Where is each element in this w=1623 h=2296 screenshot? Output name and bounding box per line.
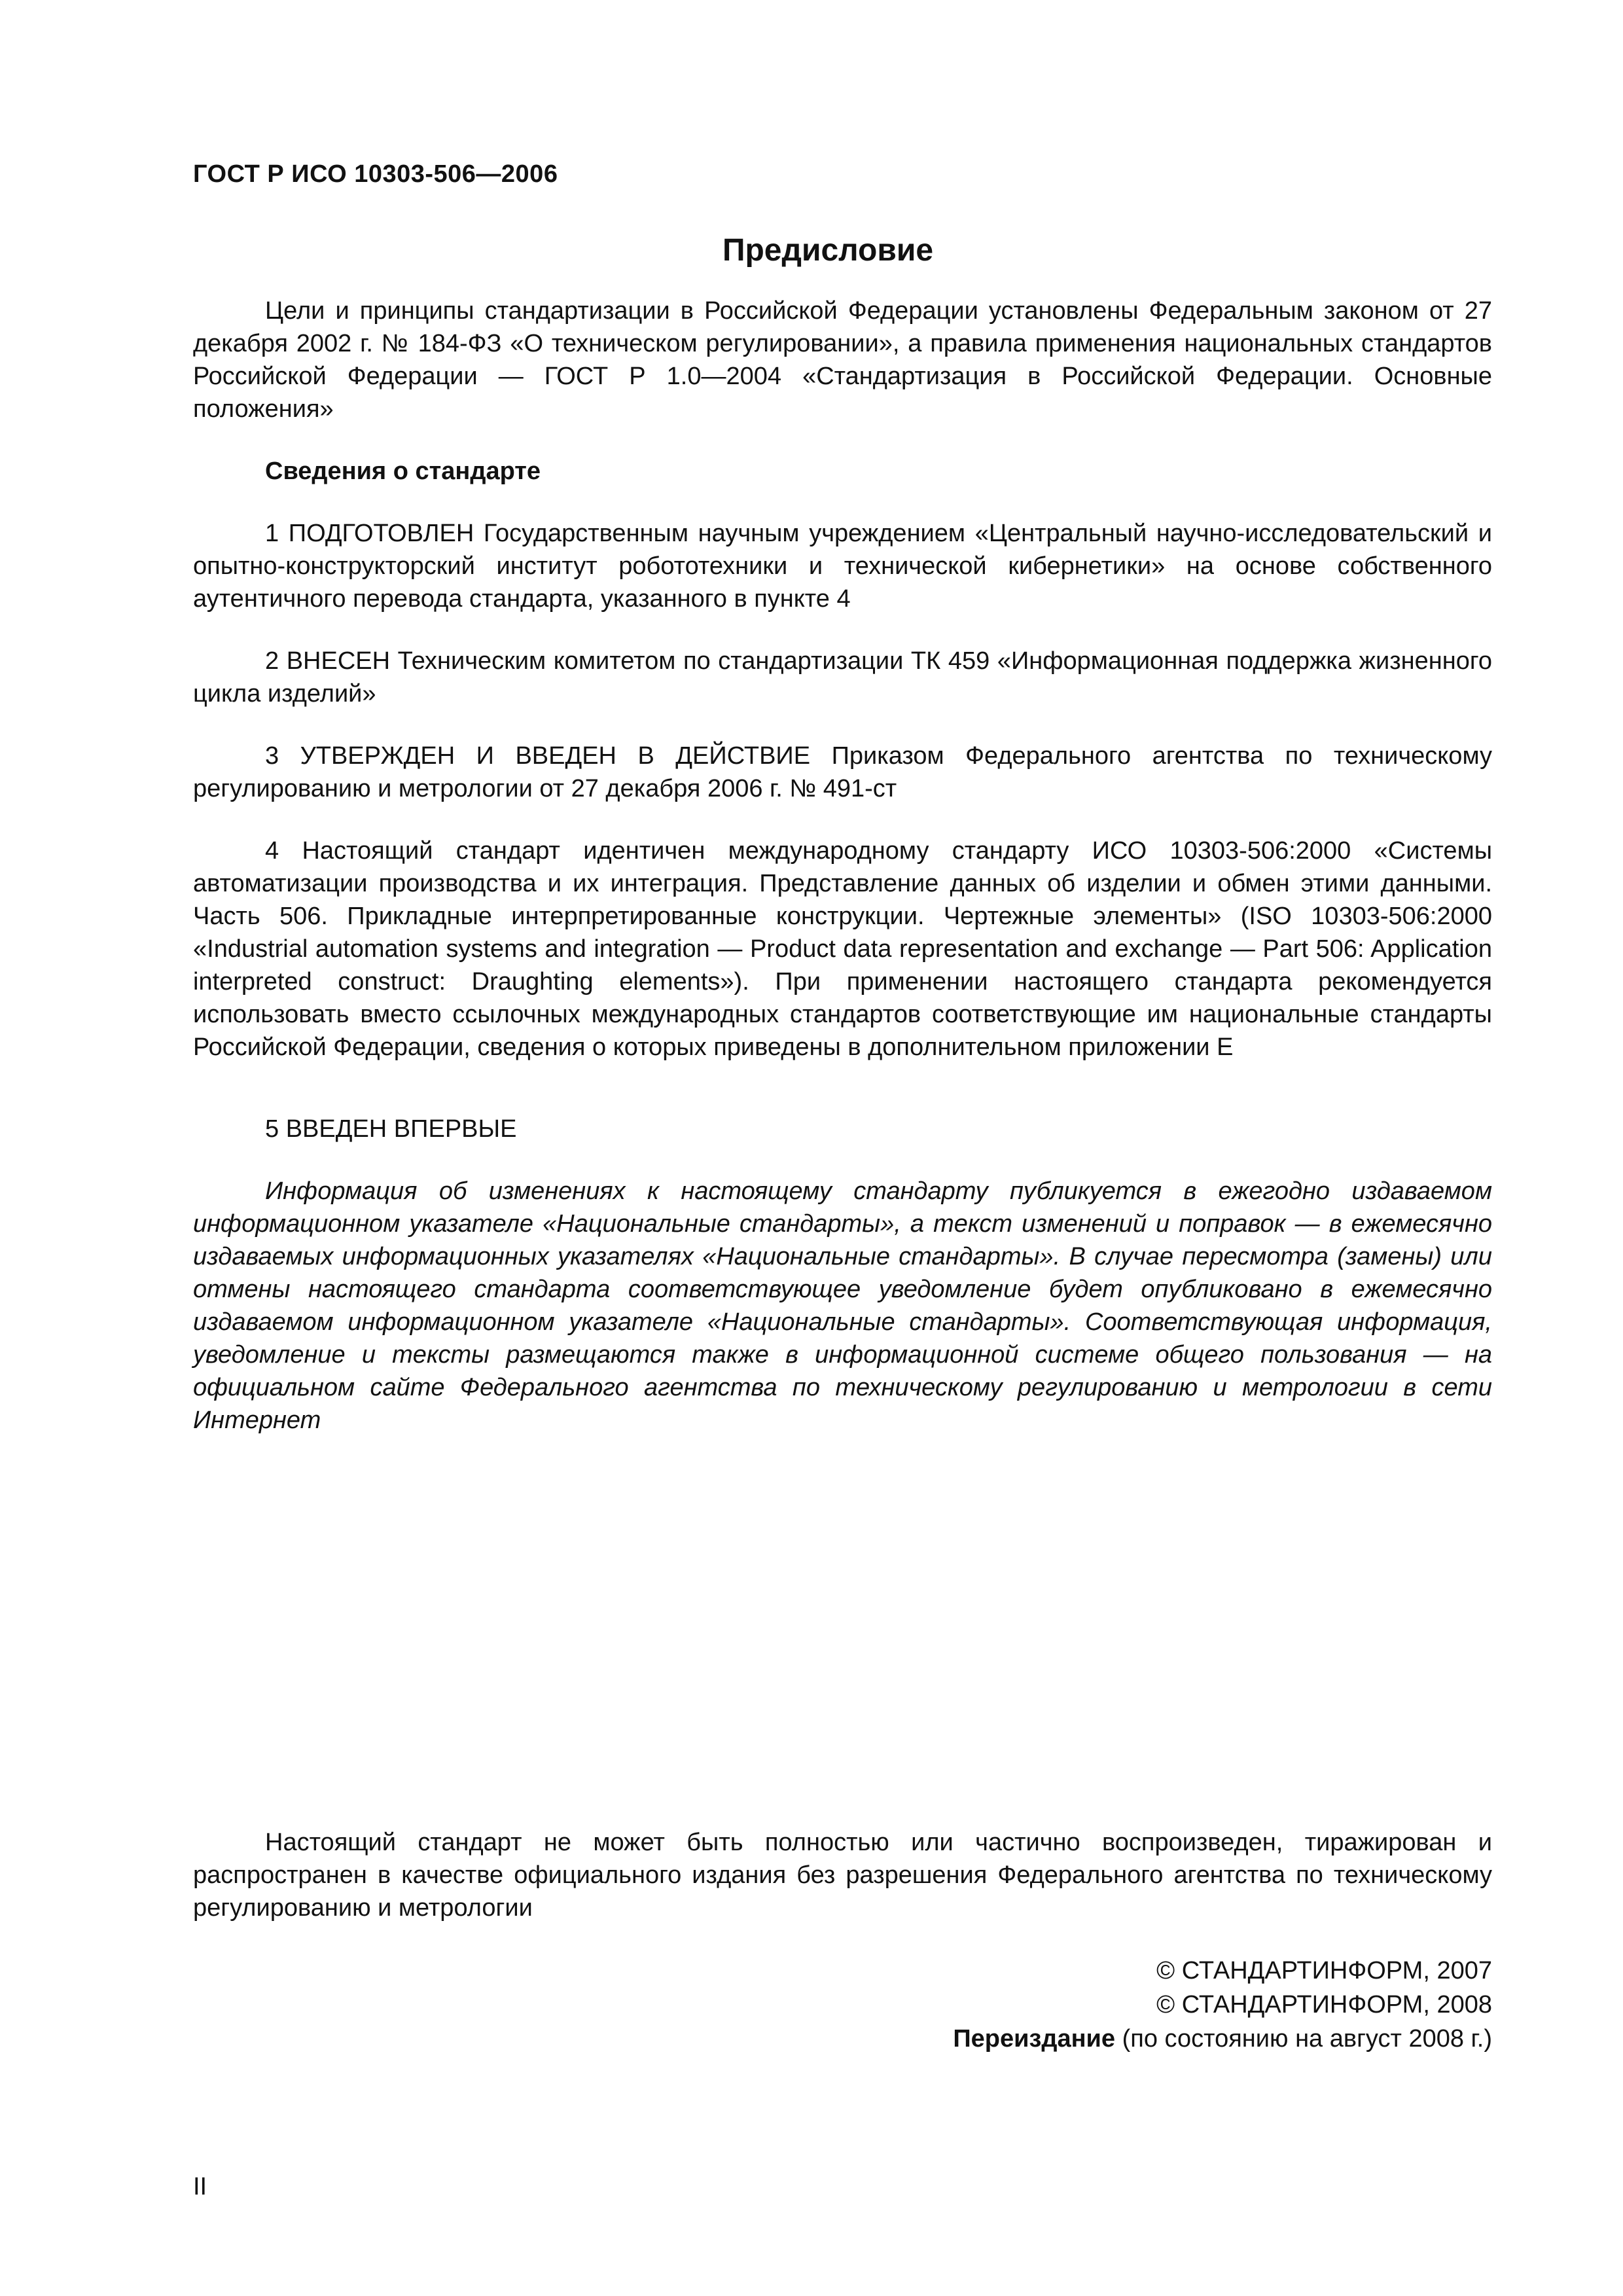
reproduction-notice-text: Настоящий стандарт не может быть полностью или частично воспроизведен, тиражирован и распространен в качестве официального издания без разрешения Федерального агентства по техническому регулированию и метрологии [193, 1829, 1492, 1922]
item-4-block [193, 834, 1492, 1064]
reproduction-block [193, 1826, 1492, 1924]
item-2-block [193, 645, 1492, 710]
notice-block [193, 1175, 1492, 1437]
list-item: 5 ВВЕДЕН ВПЕРВЫЕ [265, 1115, 517, 1143]
item-1-block [193, 517, 1492, 615]
list-item: 1 ПОДГОТОВЛЕН Государственным научным учреждением «Центральный научно-исследовательский и опытно-конструкторский институт робототехники и технической кибернетики» на основе собственного аутентичного перевода стандарта, указанного в пункте 4 [193, 520, 1492, 613]
document-code-header: ГОСТ Р ИСО 10303-506—2006 [193, 160, 558, 188]
change-notice-text: Информация об изменениях к настоящему стандарту публикуется в ежегодно издаваемом информационном указателе «Национальные стандарты», а текст изменений и поправок — в ежемесячно издаваемых информационных указателях «Национальные стандарты». В случае пересмотра (замены) или отмены настоящего стандарта соответствующее уведомление будет опубликовано в ежемесячно издаваемом информационном указателе «Национальные стандарты». Соответствующая информация, уведомление и тексты размещаются также в информационной системе общего пользования — на официальном сайте Федерального агентства по техническому регулированию и метрологии в сети Интернет [193, 1177, 1492, 1434]
item-3-block [193, 740, 1492, 805]
section-heading: Сведения о стандарте [265, 457, 541, 485]
page-number: II [193, 2173, 207, 2200]
intro-paragraph [193, 295, 1492, 425]
page-title: Предисловие [722, 233, 934, 268]
copyright-line-2008: © СТАНДАРТИНФОРМ, 2008 [1156, 1991, 1492, 2018]
list-item: 3 УТВЕРЖДЕН И ВВЕДЕН В ДЕЙСТВИЕ Приказом Федерального агентства по техническому регулированию и метрологии от 27 декабря 2006 г. № 491-ст [193, 742, 1492, 802]
list-item: 2 ВНЕСЕН Техническим комитетом по стандартизации ТК 459 «Информационная поддержка жизненного цикла изделий» [193, 647, 1492, 708]
section-heading-block [193, 455, 1492, 488]
reissue-label: Переиздание [953, 2025, 1116, 2053]
item-5-block [193, 1113, 1492, 1145]
copyright-line-2007: © СТАНДАРТИНФОРМ, 2007 [1156, 1957, 1492, 1984]
reissue-line [953, 2022, 1492, 2056]
intro-text: Цели и принципы стандартизации в Российской Федерации установлены Федеральным законом от 27 декабря 2002 г. № 184-ФЗ «О техническом регулировании», а правила применения национальных стандартов Российской Федерации — ГОСТ Р 1.0—2004 «Стандартизация в Российской Федерации. Основные положения» [193, 297, 1492, 423]
copyright-block [953, 1954, 1492, 2056]
reissue-note: (по состоянию на август 2008 г.) [1122, 2025, 1492, 2053]
list-item: 4 Настоящий стандарт идентичен международному стандарту ИСО 10303-506:2000 «Системы автоматизации производства и их интеграция. Представление данных об изделии и обмен этими данными. Часть 506. Прикладные интерпретированные конструкции. Чертежные элементы» (ISO 10303-506:2000 «Industrial automation systems and integration — Product data representation and exchange — Part 506: Application interpreted construct: Draughting elements»). При применении настоящего стандарта рекомендуется использовать вместо ссылочных международных стандартов соответствующие им национальные стандарты Российской Федерации, сведения о которых приведены в дополнительном приложении Е [193, 837, 1492, 1061]
